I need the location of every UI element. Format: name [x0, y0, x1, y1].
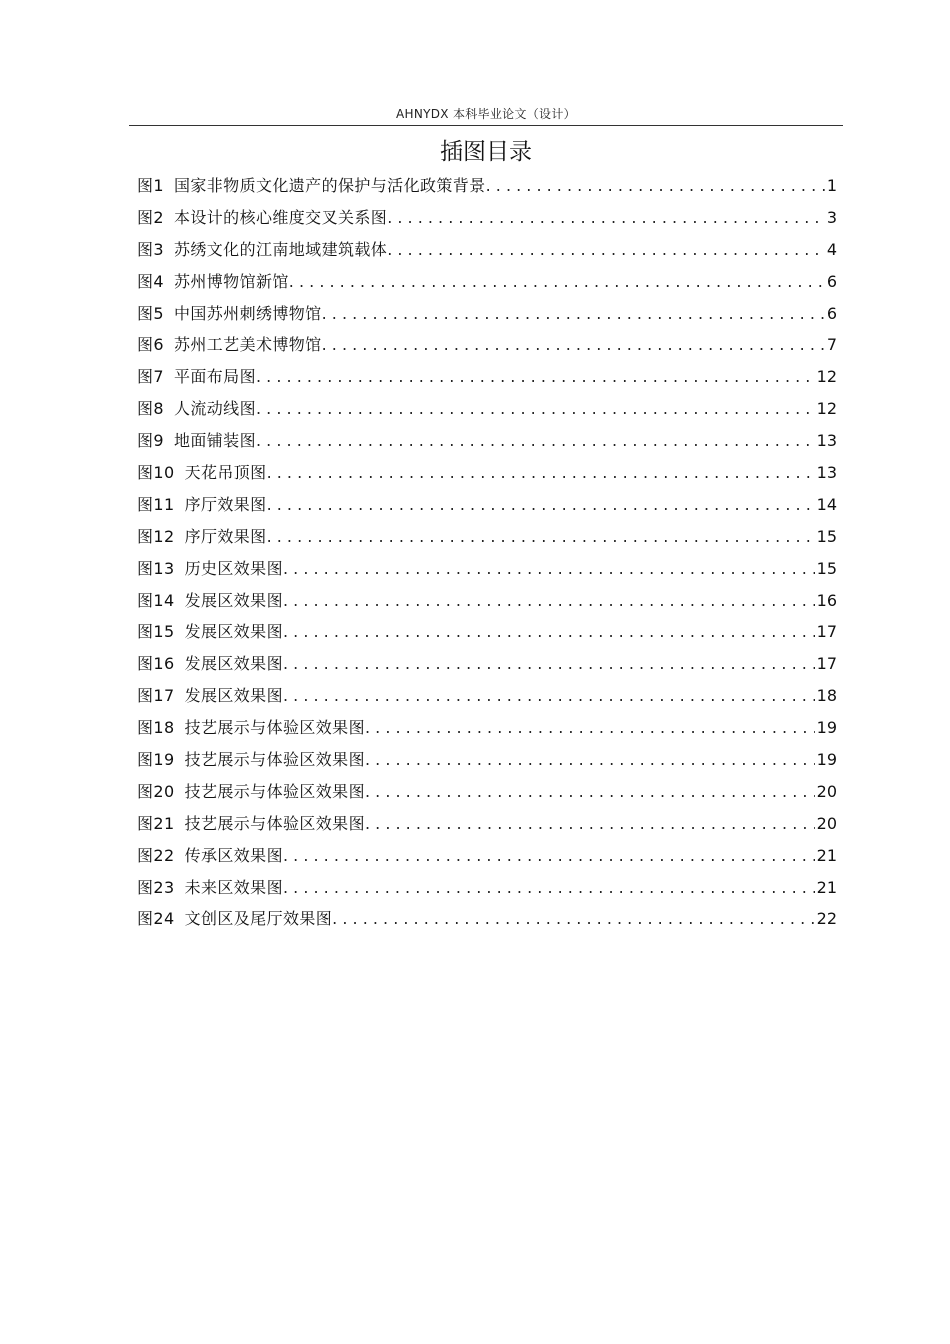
dot-leader	[283, 553, 815, 585]
dot-leader	[322, 298, 825, 330]
figure-caption: 中国苏州刺绣博物馆	[173, 303, 322, 323]
toc-entry[interactable]	[137, 616, 837, 648]
dot-leader	[267, 521, 815, 553]
toc-entry[interactable]	[137, 361, 837, 393]
figure-number: 图5	[137, 303, 164, 323]
figure-number: 图19	[137, 750, 175, 770]
figure-caption: 技艺展示与体验区效果图	[184, 781, 365, 801]
page-number: 14	[816, 494, 837, 514]
figure-number: 图8	[137, 399, 164, 419]
figure-caption: 发展区效果图	[184, 622, 283, 642]
toc-entry[interactable]	[137, 680, 837, 712]
toc-entry[interactable]	[137, 840, 837, 872]
page-number: 1	[826, 176, 837, 195]
figure-caption: 技艺展示与体验区效果图	[184, 750, 365, 770]
page-number: 21	[816, 877, 837, 897]
dot-leader	[283, 872, 815, 904]
figure-caption: 传承区效果图	[184, 845, 283, 865]
page-number: 21	[816, 845, 837, 865]
figure-number: 图7	[137, 367, 164, 387]
toc-entry[interactable]	[137, 903, 837, 935]
page-number: 17	[816, 622, 837, 642]
page-number: 15	[816, 558, 837, 578]
figure-caption: 未来区效果图	[184, 877, 283, 897]
figure-number: 图23	[137, 877, 175, 897]
page-number: 17	[816, 654, 837, 674]
toc-entry[interactable]	[137, 329, 837, 361]
page-number: 12	[816, 399, 837, 419]
toc-entry[interactable]	[137, 489, 837, 521]
page-number: 19	[816, 750, 837, 770]
toc-entry[interactable]	[137, 202, 837, 234]
dot-leader	[283, 585, 815, 617]
page-number: 7	[826, 335, 837, 355]
page-number: 18	[816, 686, 837, 706]
figure-caption: 序厅效果图	[184, 494, 267, 514]
figure-number: 图22	[137, 845, 175, 865]
figure-caption: 苏绣文化的江南地域建筑载体	[173, 239, 388, 259]
page-number: 6	[826, 303, 837, 323]
page-number: 22	[816, 909, 837, 929]
dot-leader	[267, 489, 815, 521]
dot-leader	[283, 648, 815, 680]
figure-caption: 序厅效果图	[184, 526, 267, 546]
toc-entry[interactable]	[137, 712, 837, 744]
page-number: 20	[816, 781, 837, 801]
figure-number: 图16	[137, 654, 175, 674]
toc-entry[interactable]	[137, 266, 837, 298]
page-number: 12	[816, 367, 837, 387]
toc-entry[interactable]	[137, 872, 837, 904]
page-number: 15	[816, 526, 837, 546]
figure-caption: 苏州博物馆新馆	[173, 271, 289, 291]
figure-number: 图9	[137, 431, 164, 451]
page-number: 3	[826, 207, 837, 227]
figure-number: 图11	[137, 494, 175, 514]
figure-number: 图10	[137, 463, 175, 483]
figure-caption: 文创区及尾厅效果图	[184, 909, 333, 929]
dot-leader	[365, 712, 815, 744]
figure-number: 图4	[137, 271, 164, 291]
figure-caption: 天花吊顶图	[184, 463, 267, 483]
page-number: 19	[816, 718, 837, 738]
figure-number: 图18	[137, 718, 175, 738]
figure-number: 图20	[137, 781, 175, 801]
toc-entry[interactable]	[137, 234, 837, 266]
figure-list	[137, 170, 837, 935]
dot-leader	[256, 361, 815, 393]
dot-leader	[332, 903, 814, 935]
figure-number: 图15	[137, 622, 175, 642]
toc-entry[interactable]	[137, 393, 837, 425]
header-rule	[129, 125, 843, 126]
page-number: 6	[826, 271, 837, 291]
toc-entry[interactable]	[137, 553, 837, 585]
toc-entry[interactable]	[137, 808, 837, 840]
toc-entry[interactable]	[137, 457, 837, 489]
figure-number: 图21	[137, 813, 175, 833]
figure-number: 图24	[137, 909, 175, 929]
dot-leader	[283, 840, 815, 872]
dot-leader	[283, 616, 815, 648]
dot-leader	[365, 776, 815, 808]
toc-entry[interactable]	[137, 425, 837, 457]
figure-caption: 技艺展示与体验区效果图	[184, 718, 365, 738]
figure-number: 图12	[137, 526, 175, 546]
dot-leader	[365, 808, 815, 840]
figure-caption: 发展区效果图	[184, 590, 283, 610]
figure-number: 图14	[137, 590, 175, 610]
running-header: AHNYDX 本科毕业论文（设计）	[396, 107, 576, 121]
figure-number: 图6	[137, 335, 164, 355]
figure-caption: 历史区效果图	[184, 558, 283, 578]
figure-caption: 平面布局图	[173, 367, 256, 387]
figure-caption: 发展区效果图	[184, 654, 283, 674]
toc-entry[interactable]	[137, 298, 837, 330]
figure-number: 图3	[137, 239, 164, 259]
dot-leader	[486, 170, 825, 202]
toc-entry[interactable]	[137, 521, 837, 553]
toc-entry[interactable]	[137, 744, 837, 776]
dot-leader	[322, 329, 825, 361]
dot-leader	[267, 457, 815, 489]
figure-caption: 苏州工艺美术博物馆	[173, 335, 322, 355]
figure-number: 图13	[137, 558, 175, 578]
figure-caption: 人流动线图	[173, 399, 256, 419]
figure-caption: 国家非物质文化遗产的保护与活化政策背景	[173, 176, 486, 195]
toc-title: 插图目录	[440, 139, 532, 165]
figure-caption: 本设计的核心维度交叉关系图	[173, 207, 388, 227]
dot-leader	[387, 234, 825, 266]
dot-leader	[256, 393, 815, 425]
dot-leader	[365, 744, 815, 776]
page-number: 13	[816, 463, 837, 483]
figure-number: 图17	[137, 686, 175, 706]
toc-entry[interactable]	[137, 648, 837, 680]
figure-caption: 技艺展示与体验区效果图	[184, 813, 365, 833]
toc-entry[interactable]	[137, 170, 837, 202]
page-number: 20	[816, 813, 837, 833]
figure-number: 图2	[137, 207, 164, 227]
dot-leader	[256, 425, 815, 457]
page-number: 4	[826, 239, 837, 259]
toc-entry[interactable]	[137, 585, 837, 617]
page-number: 16	[816, 590, 837, 610]
figure-caption: 发展区效果图	[184, 686, 283, 706]
figure-caption: 地面铺装图	[173, 431, 256, 451]
figure-number: 图1	[137, 176, 164, 195]
dot-leader	[283, 680, 815, 712]
dot-leader	[289, 266, 825, 298]
dot-leader	[387, 202, 825, 234]
toc-entry[interactable]	[137, 776, 837, 808]
page-number: 13	[816, 431, 837, 451]
